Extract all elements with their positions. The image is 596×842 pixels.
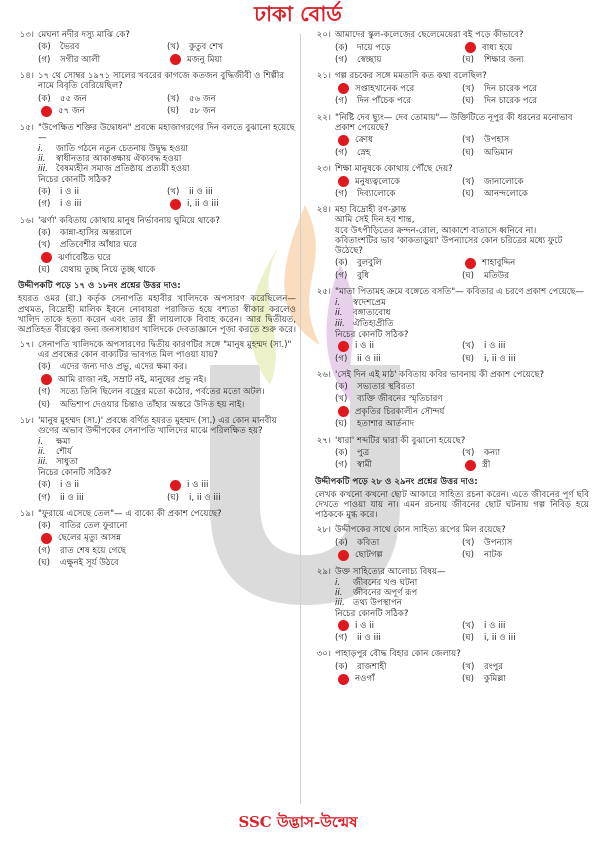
question-number: ১৮। bbox=[19, 415, 34, 426]
option-kha[interactable]: (খ) উপহাস bbox=[462, 135, 510, 146]
question-number: ২০। bbox=[316, 30, 331, 40]
question-28 bbox=[305, 525, 589, 561]
question-16 bbox=[8, 216, 296, 277]
answer-marker-icon bbox=[338, 550, 349, 561]
statement: i. জীবনের খণ্ড ঘটনা bbox=[335, 577, 418, 588]
option-ka[interactable]: (ক) এদের জন্য দাও প্রভু, এদের ক্ষমা কর। bbox=[38, 362, 188, 373]
option-ka[interactable]: (ক) i ও ii bbox=[38, 186, 79, 197]
option-ga[interactable]: (গ) বুধি bbox=[335, 270, 370, 281]
option-gha[interactable]: (ঘ) হতাশার আর্তনাদ bbox=[335, 419, 415, 430]
question-number: ২১। bbox=[316, 71, 331, 82]
option-gha[interactable]: (ঘ) যেথায় তুচ্ছ নিয়ে তুচ্ছ থাকে bbox=[38, 265, 156, 276]
question-19 bbox=[8, 509, 296, 570]
answer-marker-icon bbox=[170, 54, 181, 65]
question-number: ২৩। bbox=[316, 163, 331, 174]
sub-question: নিচের কোনটি সঠিক? bbox=[38, 468, 112, 479]
option-gha[interactable]: (ঘ) i, ii ও iii bbox=[462, 633, 516, 644]
answer-marker-icon bbox=[465, 258, 476, 269]
question-number: ৩০। bbox=[316, 649, 331, 660]
option-gha[interactable]: (ঘ) ৫৮ জন bbox=[167, 106, 216, 117]
question-stem: "মাতা পিতামহ ক্রমে বঙ্গেতে বসতি"— কবিতার এ চরণে প্রকাশ পেয়েছে— bbox=[335, 287, 584, 298]
option-kha[interactable]: (খ) দিন চারেক পরে bbox=[462, 83, 537, 94]
option-ka[interactable]: i ও ii bbox=[335, 620, 462, 631]
option-gha[interactable]: (ঘ) i, ii ও iii bbox=[167, 492, 221, 503]
question-number: ১৪। bbox=[19, 71, 34, 82]
question-stem: "নিষ্টি দেব ছ্যুং— দেব তোমায়"— উক্তিটিতে নূপুর কী ধরনের মনোভাব প্রকাশ পেয়েছে? bbox=[335, 112, 573, 133]
question-number: ২৬। bbox=[316, 369, 331, 380]
statement: iii. সাধুতা bbox=[38, 457, 78, 468]
question-23 bbox=[305, 164, 589, 200]
option-ka[interactable]: (ক) সভ্যতার স্থবিরতা bbox=[335, 382, 415, 393]
option-ka[interactable]: মনুষ্যত্বলোকে bbox=[335, 176, 462, 187]
option-kha[interactable]: (খ) জানালোকে bbox=[462, 176, 524, 187]
option-ka[interactable]: (ক) দায়ে পড়ে bbox=[335, 42, 391, 53]
option-ga[interactable]: (গ) রাত শেষ হয়ে গেছে bbox=[38, 545, 126, 556]
statement: ii. জীবনের অপূর্ণ রূপ bbox=[335, 587, 418, 598]
answer-marker-icon bbox=[338, 406, 349, 417]
question-number: ২৮। bbox=[316, 525, 331, 536]
question-27 bbox=[305, 436, 589, 472]
question-13 bbox=[8, 30, 296, 66]
question-number: ১৫। bbox=[19, 122, 34, 133]
statement: iii. বৈষম্যহীন সমাজ প্রতিষ্ঠায় প্রত্যয়ী হওয়া bbox=[38, 164, 190, 175]
option-ga[interactable]: (গ) i ও iii bbox=[38, 199, 82, 210]
option-kha[interactable]: (খ) উপন্যাস bbox=[462, 537, 513, 548]
option-kha[interactable]: (খ) ৫৬ জন bbox=[167, 93, 216, 104]
question-number: ২২। bbox=[316, 112, 331, 123]
option-ka[interactable]: (ক) i ও ii bbox=[38, 479, 79, 490]
option-kha[interactable]: (খ) ii ও iii bbox=[167, 186, 213, 197]
question-29 bbox=[305, 567, 589, 645]
option-ka[interactable]: (ক) বুলবুলি bbox=[335, 258, 382, 269]
question-18 bbox=[8, 416, 296, 504]
answer-marker-icon bbox=[338, 620, 349, 631]
option-kha[interactable]: (খ) i ও iii bbox=[462, 341, 506, 352]
question-stem: "উপেক্ষিত শক্তির উদ্বোধন" প্রবন্ধে মহাজাগরণের দিন বলতে বুঝানো হয়েছে— bbox=[38, 122, 295, 143]
sub-question: নিচের কোনটি সঠিক? bbox=[38, 175, 112, 186]
passage: হযরত ওমর (রা.) কর্তৃক সেনাপতি মহাবীর খালিদকে অপসারণ করেছিলেন— প্রথমত, বিদ্রোহী মালিক ইবনে নোবায়রা পরাজিত হয়ে বশ্যতা স্বীকার করলেও খালিদ তাকে হত্যা করেন এবং তার স্ত্রী লায়লাকে বিবাহ করেন। আর দ্বিতীয়ত, অপ্রতিহত বীরত্বের জন্য জনসাধারণ খালিদকে দেবতাজ্ঞানে পূজা করতে শুরু করে। bbox=[18, 294, 297, 335]
question-26 bbox=[305, 370, 589, 431]
option-kha[interactable]: (খ) প্রতিবেশীর আঁধার ঘরে bbox=[38, 239, 137, 250]
option-kha[interactable]: i ও iii bbox=[167, 480, 296, 491]
option-ka[interactable]: (ক) ৫৫ জন bbox=[38, 93, 87, 104]
option-kha[interactable]: (খ) কুতুব শেখ bbox=[167, 42, 224, 53]
question-14 bbox=[8, 71, 296, 117]
option-gha[interactable]: (ঘ) কুমিল্লা bbox=[462, 674, 506, 685]
option-ga[interactable]: (গ) দিব্যালোকে bbox=[335, 189, 396, 200]
option-ga[interactable]: (গ) ii ও iii bbox=[335, 633, 381, 644]
option-ka[interactable]: (ক) কবিতা bbox=[335, 537, 380, 548]
option-ka[interactable]: (ক) বাতির তেল ফুরানো bbox=[38, 520, 128, 531]
option-ka[interactable]: (ক) ভৈরব bbox=[38, 42, 80, 53]
option-gha[interactable]: (ঘ) দিন চারেক পরে bbox=[462, 96, 537, 107]
sub-question: নিচের কোনটি সঠিক? bbox=[335, 329, 409, 340]
question-stem: আমাদের স্কুল-কলেজের ছেলেমেয়েরা বই পড়ে কীভাবে? bbox=[335, 30, 524, 40]
option-ka[interactable]: সপ্তাহখানেক পরে bbox=[335, 83, 462, 94]
option-gha[interactable]: (ঘ) এক্ষুনই সূর্য উঠবে bbox=[38, 558, 119, 569]
answer-marker-icon bbox=[338, 674, 349, 685]
question-stem: 'সেই দিন এই মাঠ' কবিতায় কবির ভাবনায় কী প্রকাশ পেয়েছে? bbox=[335, 369, 545, 380]
column-divider bbox=[300, 34, 301, 804]
statement: i. জাতি গঠনে নতুন চেতনায় উদ্বুদ্ধ হওয়া bbox=[38, 143, 189, 154]
option-kha[interactable]: (খ) i ও iii bbox=[462, 620, 506, 631]
statement: i. স্বদেশপ্রেম bbox=[335, 298, 386, 309]
statement: ii. শৌর্য bbox=[38, 447, 72, 458]
option-ga[interactable]: নওগাঁ bbox=[335, 674, 462, 685]
sub-question: নিচের কোনটি সঠিক? bbox=[335, 609, 409, 620]
statement: i. ক্ষমা bbox=[38, 436, 71, 447]
statement: ii. বঙ্গাত্যবোধ bbox=[335, 308, 391, 319]
question-17 bbox=[8, 340, 296, 411]
question-stem: মেঘনা নদীর দস্যু মাঝি কে? bbox=[38, 30, 130, 40]
answer-marker-icon bbox=[170, 480, 181, 491]
option-gha[interactable]: (ঘ) নাটক bbox=[462, 550, 503, 561]
option-ga[interactable]: (গ) দিন পাঁচেক পরে bbox=[335, 96, 412, 107]
option-kha[interactable]: শাহাবুদ্দিন bbox=[462, 258, 589, 269]
answer-marker-icon bbox=[41, 252, 52, 263]
question-stem: শিক্ষা মানুষকে কোথায় পৌঁছে দেয়? bbox=[335, 163, 453, 174]
option-gha[interactable]: (ঘ) অভিশাপ দেওয়ার চিন্তাও তাঁহার অন্তরে উদিত হয় নাই। bbox=[38, 399, 245, 410]
option-ga[interactable]: (গ) সগীর আলী bbox=[38, 54, 101, 65]
answer-marker-icon bbox=[170, 199, 181, 210]
question-30 bbox=[305, 649, 589, 685]
question-number: ১৩। bbox=[19, 30, 34, 40]
option-ga[interactable]: (গ) স্বেচ্ছায় bbox=[335, 55, 382, 66]
option-ga[interactable]: ছোটগল্প bbox=[335, 550, 462, 561]
left-column bbox=[8, 30, 296, 574]
option-ga[interactable]: (গ) সত্যে তিনি ছিলেন বজ্রের মতো কঠোর, পর্বতের মতো অটল। bbox=[38, 387, 265, 398]
question-number: ২৭। bbox=[316, 435, 331, 446]
option-ga[interactable]: (গ) স্নেহ bbox=[335, 147, 371, 158]
option-kha[interactable]: (খ) কন্যা bbox=[462, 447, 501, 458]
passage: লেখক কখনো কখনো ছোট আকারে সাহিত্য রচনা করেন। এতে জীবনের পূর্ণ ছবি দেখতে পাওয়া যায় না। এমন রচনায় জীবনের ছোট ঘটনায় গল্প নিবিড় হয়ে পাঠককে মুগ্ধ করে। bbox=[315, 489, 589, 521]
question-stem: সেনাপতি খালিদকে অপসারণের দ্বিতীয় কারণটির সঙ্গে "মানুষ মুহম্মদ (সা.)" এর প্রবন্ধের কোন বাক্যটির ভাবগত মিল পাওয়া যায়? bbox=[38, 339, 292, 361]
question-stem: মহা বিদ্রোহী রণ-ক্লান্ত আমি সেই দিন হব শান্ত, যবে উৎপীড়িতের ক্রন্দন-রোল, আকাশে বাতাসে ধ্বনিবে না। কবিতাংশটির ভাব 'কাকতাড়ুয়া' উপন্যাসের কোন চরিত্রের মধ্যে ফুটে উঠেছে? bbox=[335, 205, 563, 256]
question-stem: গল্প রচকের সঙ্গে মমতাদি কত কথা বলেছিল? bbox=[335, 71, 487, 82]
option-gha[interactable]: i, ii ও iii bbox=[167, 199, 296, 210]
question-24 bbox=[305, 205, 589, 282]
option-gha[interactable]: মজনু মিয়া bbox=[167, 54, 296, 65]
question-stem: পাহাড়পুর বৌদ্ধ বিহার কোন জেলায়? bbox=[335, 649, 461, 660]
question-stem: উদ্দীপকের সাথে কোন সাহিত্য রূপের মিল রয়েছে? bbox=[335, 525, 506, 536]
answer-marker-icon bbox=[41, 533, 52, 544]
answer-marker-icon bbox=[41, 374, 52, 385]
option-ka[interactable]: (ক) কান্না-হাসির অন্তরালে bbox=[38, 227, 133, 238]
page-title: ঢাকা বোর্ড bbox=[254, 1, 342, 26]
question-20 bbox=[305, 30, 589, 66]
question-stem: 'ধারা' শব্দটির দ্বারা কী বুঝানো হয়েছে? bbox=[335, 435, 466, 446]
option-gha[interactable]: (ঘ) আনন্দলোকে bbox=[462, 189, 528, 200]
option-ga[interactable]: (গ) স্বামী bbox=[335, 460, 372, 471]
question-number: ১৯। bbox=[19, 508, 34, 519]
question-25 bbox=[305, 287, 589, 365]
question-stem: 'মানুষ মুহম্মদ (সা.)' প্রবন্ধে বর্ণিত হযরত মুহম্মদ (সা.) এর কোন মানবীয় গুণের অভাব উদ্দীপকের সেনাপতি খালিদের মাঝে পরিলক্ষিত হয়? bbox=[38, 415, 277, 436]
option-kha[interactable]: বাধ্য হয়ে bbox=[462, 42, 589, 53]
option-ga[interactable]: (গ) ii ও iii bbox=[335, 353, 381, 364]
option-kha[interactable]: আমি রাজা নই, সম্রাট নই, মানুষের প্রভু নই। bbox=[38, 374, 296, 385]
option-kha[interactable]: ছেলের মৃত্যু আসন্ন bbox=[38, 533, 296, 544]
statement: ii. স্বাধীনতার আকাঙ্ক্ষায় ঐক্যবদ্ধ হওয়া bbox=[38, 154, 182, 165]
statement: iii. তথ্য উপস্থাপন bbox=[335, 598, 402, 609]
option-gha[interactable]: স্ত্রী bbox=[462, 460, 589, 471]
question-number: ২৪। bbox=[316, 205, 331, 216]
question-21 bbox=[305, 71, 589, 107]
question-number: ২৫। bbox=[316, 287, 331, 298]
passage-instruction: উদ্দীপকটি পড়ে ১৭ ও ১৮নং প্রশ্নের উত্তর দাও: bbox=[18, 281, 181, 292]
option-gha[interactable]: (ঘ) অভিমান bbox=[462, 147, 513, 158]
option-ga[interactable]: প্রকৃতির চিরকালীন সৌন্দর্য bbox=[335, 406, 589, 417]
question-15 bbox=[8, 123, 296, 211]
option-kha[interactable]: (খ) ব্যক্তি জীবনের স্মৃতিচারণ bbox=[335, 394, 443, 405]
option-ga[interactable]: ঝর্ণাবেষ্টিত ঘরে bbox=[38, 252, 296, 263]
answer-marker-icon bbox=[338, 341, 349, 352]
passage-instruction: উদ্দীপকটি পড়ে ২৮ ও ২৯নং প্রশ্নের উত্তর দাও: bbox=[315, 476, 478, 487]
option-ka[interactable]: (ক) রাজশাহী bbox=[335, 661, 387, 672]
option-ga[interactable]: ৫৭ জন bbox=[38, 106, 167, 117]
question-number: ১৬। bbox=[19, 215, 34, 226]
answer-marker-icon bbox=[338, 135, 349, 146]
option-gha[interactable]: (ঘ) i, ii ও iii bbox=[462, 353, 516, 364]
answer-marker-icon bbox=[41, 106, 52, 117]
option-ga[interactable]: (গ) ii ও iii bbox=[38, 492, 84, 503]
option-kha[interactable]: (খ) রংপুর bbox=[462, 661, 503, 672]
option-gha[interactable]: (ঘ) শিক্ষার জন্য bbox=[462, 55, 524, 66]
question-stem: ১৭ থে সোম্বর ১৯৭১ সালের খবরের কাগজে কতজন বুদ্ধিজীবী ও শিল্পীর নামে বিবৃতি বেরিয়েছিল? bbox=[38, 71, 285, 92]
right-column bbox=[305, 30, 589, 691]
answer-marker-icon bbox=[338, 176, 349, 187]
option-gha[interactable]: (ঘ) মতিউর bbox=[462, 270, 510, 281]
option-ka[interactable]: i ও ii bbox=[335, 341, 462, 352]
question-number: ২৯। bbox=[316, 566, 331, 577]
option-ka[interactable]: ক্রোধ bbox=[335, 135, 462, 146]
answer-marker-icon bbox=[465, 42, 476, 53]
footer-brand: SSC উদ্ভাস-উন্মেষ bbox=[238, 813, 358, 832]
question-stem: "ফুরায়ে এসেছে তেল"— এ বাক্যে কী প্রকাশ পেয়েছে? bbox=[38, 508, 222, 519]
question-number: ১৭। bbox=[19, 339, 34, 350]
option-ka[interactable]: (ক) পুত্র bbox=[335, 447, 370, 458]
question-22 bbox=[305, 113, 589, 159]
question-stem: উক্ত সাহিত্যের আলোচ্য বিষয়— bbox=[335, 566, 446, 577]
answer-marker-icon bbox=[338, 83, 349, 94]
statement: iii. ঐতিহ্যপ্রীতি bbox=[335, 318, 394, 329]
answer-marker-icon bbox=[465, 460, 476, 471]
question-stem: 'ঝর্ণা' কবিতায় কোথায় মানুষ নির্ভাবনায় ঘুমিয়ে থাকে? bbox=[38, 215, 220, 226]
